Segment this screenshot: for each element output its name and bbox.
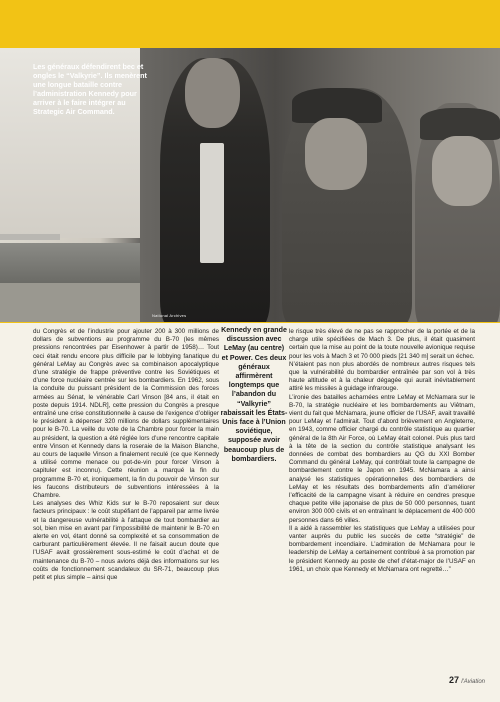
magazine-name: l'Aviation xyxy=(461,679,485,685)
paragraph: le risque très élevé de ne pas se rapprocher de la portée et de la charge utile spécifiées de Mach 3. De plus, il était quasiment certain que la mise au point de la toute nouvelle avionique requise pour les vols à Mach 3 et 70 000 pieds [21 340 m] serait un échec. xyxy=(289,328,475,360)
center-caption: Kennedy en grande discussion avec LeMay (au centre) et Power. Ces deux généraux affirmèrent longtemps que l’abandon du “Valkyrie” rabaissait les États-Unis face à l’Union soviétique, supposée avoir beaucoup plus de bombardiers. xyxy=(220,326,288,463)
paragraph: du Congrès et de l’industrie pour ajouter 200 à 300 millions de dollars de subventions au programme du B-70 (les mêmes pressions rencontrées par Eisenhower à partir de 1958)… Tout ceci était rendu encore plus difficile par le lobbying fanatique du général LeMay au Congrès avec sa combinaison apocalyptique d’une stratégie de frappe préventive contre les Soviétiques et d’une force nucléaire centrée sur les bombardiers. En 1962, sous la conduite du puissant président de la Commission des forces armées au Sénat, le vénérable Carl Vinson [84 ans, il était en poste depuis 1914. NDLR], cette pression du Congrès a presque entraîné une crise constitutionnelle à cause de l’exigence d’obliger le président à dépenser 320 millions de dollars supplémentaires pour le B-70. La veille du vote de la Chambre pour forcer la main au président, la question a été réglée lors d’une rencontre capitale entre Vinson et Kennedy dans la roseraie de la Maison Blanche, au cours de laquelle Vinson a finalement reculé (ce que Kennedy a utilisé comme menace ou pot-de-vin pour forcer Vinson à capituler est inconnu). Cette réunion a marqué la fin du programme B-70 et, ironiquement, la fin du pouvoir de Vinson sur les faucons distributeurs de subventions intéressées à la Chambre. xyxy=(33,328,219,500)
lemay-head xyxy=(305,118,367,190)
photo-runway xyxy=(0,283,140,322)
aircraft-wing xyxy=(0,234,60,240)
paragraph: Les analyses des Whiz Kids sur le B-70 reposaient sur deux facteurs principaux : le coût stupéfiant de l’appareil par arme livrée et la dangereuse vulnérabilité à l’attaque de tout bombardier au sol, bien mise en avant par l’impossibilité de maintenir le B-70 en alerte en vol, étant donné sa complexité et sa consommation de carburant particulièrement élevée. Il ne faisait aucun doute que l’USAF avait grossièrement sous-estimé le coût d’achat et de maintenance du B-70 – nous avions déjà des informations sur les coûts de fonctionnement scandaleux du SR-71, beaucoup plus petit et plus simple – ainsi que xyxy=(33,500,219,582)
power-head xyxy=(432,136,492,206)
page-number: 27 xyxy=(449,675,460,685)
paragraph: N’étaient pas non plus abordés de nombreux autres risques tels que la vulnérabilité du bombardier entraînée par son vol à très haute altitude et à la chaleur dégagée qui aurait inévitablement attiré les missiles à guidage infrarouge. xyxy=(289,360,475,393)
paragraph: Il a aidé à rassembler les statistiques que LeMay a utilisées pour vanter auprès du public les succès de cette “stratégie” de bombardement incendiaire. L’admiration de McNamara pour le leadership de LeMay a certainement contribué à sa promotion par le président Kennedy au poste de chef d’état-major de l’USAF en 1961, un choix que Kennedy et McNamara ont regretté…” xyxy=(289,524,475,573)
article-column-right xyxy=(289,328,475,574)
photo-caption: Les généraux défendirent bec et ongles le “Valkyrie”. Ils menèrent une longue bataille contre l’administration Kennedy pour arriver à le faire intégrer au Strategic Air Command. xyxy=(33,62,147,116)
photo-credit: National Archives xyxy=(152,313,187,318)
kennedy-head xyxy=(185,58,240,128)
photo-hills xyxy=(0,243,140,283)
kennedy-shirt xyxy=(200,143,224,263)
paragraph: L’ironie des batailles acharnées entre LeMay et McNamara sur le B-70, la stratégie nucléaire et les bombardements au Viêtnam, vient du fait que McNamara, jeune officier de l’USAF, avait travaillé pour LeMay et l’admirait. Tout d’abord brièvement en Angleterre, en 1943, comme officier chargé du contrôle statistique au quartier général de la 8th Air Force, où LeMay était colonel. Puis plus tard à la tête de la section du contrôle statistique analysant les données de combat des bombardiers au QG du XXI Bomber Command du général LeMay, qui contrôlait toute la campagne de bombardement contre le Japon en 1945. McNamara a ainsi analysé les statistiques opérationnelles des bombardiers de LeMay et les résultats des bombardements afin d’améliorer l’efficacité de la campagne visant à réduire en cendres presque chaque petite ville japonaise de plus de 50 000 personnes, tuant environ 300 000 civils et en entraînant le déplacement de 400 000 personnes dans 66 villes. xyxy=(289,393,475,524)
article-column-left xyxy=(33,328,219,582)
page-folio xyxy=(449,675,485,685)
